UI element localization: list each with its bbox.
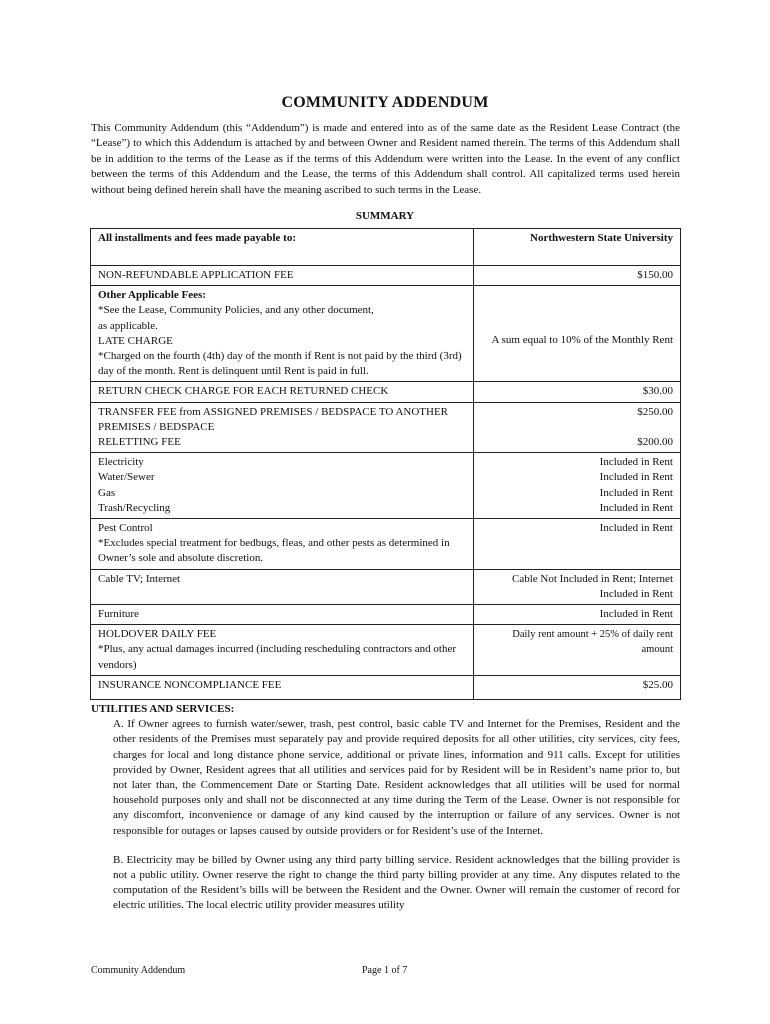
utility-label: Gas bbox=[98, 486, 116, 499]
utilities-labels bbox=[91, 453, 474, 519]
other-fees-note-1: *See the Lease, Community Policies, and any other document, bbox=[98, 304, 374, 317]
cable-value: Cable Not Included in Rent; Internet Included in Rent bbox=[474, 569, 681, 604]
utility-value: Included in Rent bbox=[599, 471, 673, 484]
payable-to-label: All installments and fees made payable to: bbox=[91, 229, 474, 266]
transfer-fee-value: $250.00 bbox=[637, 405, 673, 418]
summary-heading: SUMMARY bbox=[355, 210, 415, 222]
pest-control-note: *Excludes special treatment for bedbugs, fleas, and other pests as determined in Owner’s sole and absolute discretion. bbox=[98, 537, 450, 565]
page-number: Page 1 of 7 bbox=[362, 965, 408, 976]
utility-label: Water/Sewer bbox=[98, 471, 155, 484]
table-row bbox=[91, 625, 681, 676]
late-charge-note: *Charged on the fourth (4th) day of the month if Rent is not paid by the third (3rd) day of the month. Rent is delinquent until Rent is paid in full. bbox=[98, 350, 462, 378]
table-row bbox=[91, 519, 681, 570]
application-fee-label: NON-REFUNDABLE APPLICATION FEE bbox=[91, 266, 474, 286]
insurance-label: INSURANCE NONCOMPLIANCE FEE bbox=[91, 675, 474, 699]
holdover-value: Daily rent amount + 25% of daily rent amount bbox=[474, 625, 681, 676]
late-charge-cell bbox=[91, 286, 474, 382]
other-fees-heading: Other Applicable Fees: bbox=[98, 289, 206, 302]
table-row bbox=[91, 229, 681, 266]
pest-control-value: Included in Rent bbox=[474, 519, 681, 570]
utilities-paragraph-b: B. Electricity may be billed by Owner using any third party billing service. Resident acknowledges that the billing provider is not a public utility. Owner reserve the right to change the third party billing provider at any time. Any disputes related to the computation of the Resident’s bills will be between the Resident and the Owner. Owner will remain the customer of record for electric utilities. The local electric utility provider measures utility bbox=[113, 853, 680, 912]
table-row bbox=[91, 266, 681, 286]
holdover-cell bbox=[91, 625, 474, 676]
reletting-fee-label: RELETTING FEE bbox=[98, 436, 181, 449]
return-check-value: $30.00 bbox=[474, 382, 681, 402]
utility-value: Included in Rent bbox=[599, 501, 673, 514]
cable-label: Cable TV; Internet bbox=[91, 569, 474, 604]
fees-table bbox=[90, 228, 681, 700]
other-fees-note-2: as applicable. bbox=[98, 319, 158, 332]
pest-control-cell bbox=[91, 519, 474, 570]
holdover-note: *Plus, any actual damages incurred (including rescheduling contractors and other vendors) bbox=[98, 643, 456, 671]
utilities-values bbox=[474, 453, 681, 519]
utilities-section bbox=[91, 702, 680, 914]
table-row bbox=[91, 402, 681, 453]
insurance-value: $25.00 bbox=[474, 675, 681, 699]
application-fee-value: $150.00 bbox=[474, 266, 681, 286]
payable-to-value: Northwestern State University bbox=[474, 229, 681, 266]
footer-title: Community Addendum bbox=[91, 965, 186, 976]
intro-paragraph: This Community Addendum (this “Addendum”) is made and entered into as of the same date as the Resident Lease Contract (the “Lease”) to which this Addendum is attached by and between Owner and Resident named therein. The terms of this Addendum shall be in addition to the terms of the Lease as if the terms of this Addendum were written into the Lease. In the event of any conflict between the terms of this Addendum and the Lease, the terms of this Addendum shall control. All capitalized terms used herein without being defined herein shall have the meaning ascribed to such terms in the Lease. bbox=[91, 122, 680, 196]
utilities-paragraph-a: A. If Owner agrees to furnish water/sewer, trash, pest control, basic cable TV and Internet for the Premises, Resident and the other residents of the Premises must separately pay and provide required deposits for all other utilities, city services, city fees, charges for local and long distance phone service, additional or private lines, information and 911 calls. Except for utilities provided by Owner, Resident agrees that all utilities and services paid for by Resident will be in Resident’s name prior to, but not later than, the Commencement Date or Starting Date. Resident acknowledges that all utilities will be used for normal household purposes only and shall not be disconnected at any time during the Term of the Lease. Owner is not responsible for any discomfort, inconvenience or damage of any kind caused by the interruption or failure of any services. Owner is not responsible for outages or lapses caused by outside providers or for Resident’s use of the Internet. bbox=[113, 718, 680, 837]
table-row bbox=[91, 569, 681, 604]
utility-label: Trash/Recycling bbox=[98, 501, 171, 514]
furniture-value: Included in Rent bbox=[474, 605, 681, 625]
table-row bbox=[91, 453, 681, 519]
table-row bbox=[91, 605, 681, 625]
table-row bbox=[91, 382, 681, 402]
table-row bbox=[91, 675, 681, 699]
table-row bbox=[91, 286, 681, 382]
utility-value: Included in Rent bbox=[599, 456, 673, 469]
late-charge-value: A sum equal to 10% of the Monthly Rent bbox=[474, 286, 681, 382]
return-check-label: RETURN CHECK CHARGE FOR EACH RETURNED CHECK bbox=[91, 382, 474, 402]
pest-control-label: Pest Control bbox=[98, 522, 153, 535]
furniture-label: Furniture bbox=[91, 605, 474, 625]
late-charge-label: LATE CHARGE bbox=[98, 334, 173, 347]
transfer-fee-label: TRANSFER FEE from ASSIGNED PREMISES / BEDSPACE TO ANOTHER PREMISES / BEDSPACE bbox=[98, 405, 449, 433]
transfer-reletting-values bbox=[474, 402, 681, 453]
reletting-fee-value: $200.00 bbox=[637, 435, 673, 448]
holdover-label: HOLDOVER DAILY FEE bbox=[98, 628, 217, 641]
utility-label: Electricity bbox=[98, 456, 144, 469]
utility-value: Included in Rent bbox=[599, 486, 673, 499]
transfer-reletting-cell bbox=[91, 402, 474, 453]
document-title: COMMUNITY ADDENDUM bbox=[281, 94, 489, 111]
utilities-heading: UTILITIES AND SERVICES: bbox=[91, 703, 235, 715]
